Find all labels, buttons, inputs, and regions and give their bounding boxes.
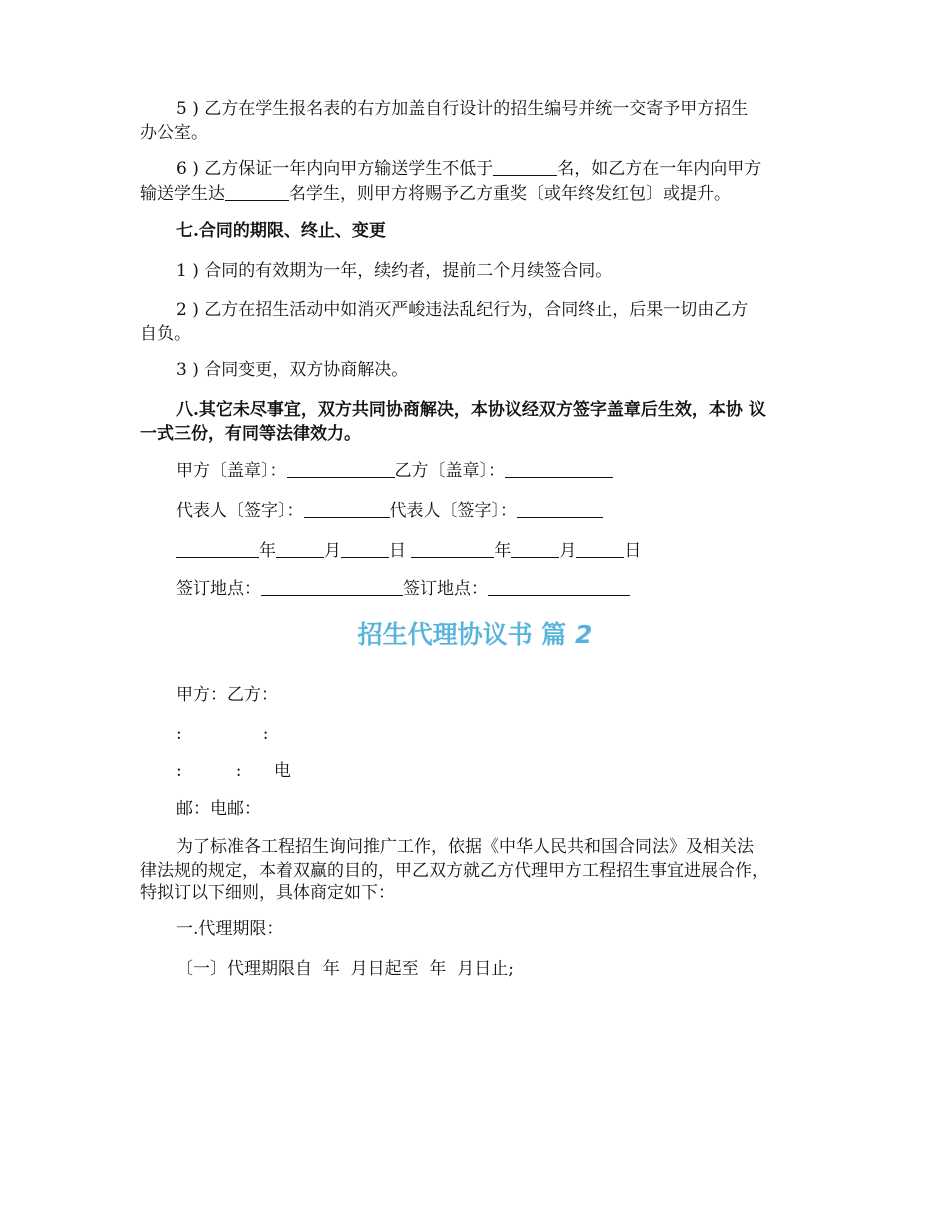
seal-line <box>176 458 816 484</box>
phone-colon-line: : : 电 <box>176 761 291 781</box>
party-a-seal-blank <box>287 459 395 478</box>
rep-a-blank <box>304 499 390 518</box>
place-a-blank <box>261 577 403 596</box>
term-1: 1 ) 合同的有效期为一年，续约者，提前二个月续签合同。 <box>176 261 613 281</box>
date-a-year-label: 年 <box>259 541 276 561</box>
date-a-day-label: 日 <box>389 541 406 561</box>
place-a-label: 签订地点： <box>176 579 261 599</box>
clause-6-text-d: 名学生，则甲方将赐予乙方重奖〔或年终发红包〕或提升。 <box>289 184 731 204</box>
clause-6-line1 <box>176 156 816 182</box>
term-2-line1: 2 ) 乙方在招生活动中如消灭严峻违法乱纪行为，合同终止，后果一切由乙方 <box>176 300 749 320</box>
agreement-title-number: 2 <box>575 620 593 649</box>
blank-bonus-students <box>225 182 289 201</box>
clause-6-text-a: 6 ) 乙方保证一年内向甲方输送学生不低于 <box>176 159 494 179</box>
date-a-year-blank <box>176 539 259 558</box>
date-a-month-label: 月 <box>324 541 341 561</box>
heading-7: 七.合同的期限、终止、变更 <box>176 221 386 241</box>
clause-5-line2: 办公室。 <box>140 123 208 143</box>
section-heading-1: 一.代理期限： <box>176 919 284 939</box>
party-b-seal-blank <box>505 459 613 478</box>
place-b-label: 签订地点： <box>403 579 488 599</box>
party-b-seal-label: 乙方〔盖章〕： <box>394 461 505 481</box>
date-b-year-label: 年 <box>494 541 512 561</box>
intro-line1: 为了标准各工程招生询问推广工作，依据《中华人民共和国合同法》及相关法 <box>176 837 754 857</box>
party-a-seal-label: 甲方〔盖章〕： <box>176 461 287 481</box>
rep-a-label: 代表人〔签字〕： <box>176 501 304 521</box>
place-b-blank <box>488 577 630 596</box>
term-2-line2: 自负。 <box>140 324 191 344</box>
date-line <box>176 538 816 564</box>
agreement-title <box>0 618 950 652</box>
rep-b-label: 代表人〔签字〕： <box>389 501 517 521</box>
agreement-title-text: 招生代理协议书 篇 <box>357 620 575 649</box>
term-3: 3 ) 合同变更，双方协商解决。 <box>176 360 409 380</box>
date-b-day-label: 日 <box>624 541 642 561</box>
blank-min-students <box>493 157 557 176</box>
heading-8-line1: 八.其它未尽事宜，双方共同协商解决，本协议经双方签字盖章后生效，本协 议 <box>176 400 766 420</box>
intro-line3: 特拟订以下细则，具体商定如下： <box>140 883 395 903</box>
date-b-day-blank <box>576 539 624 558</box>
agency-period-line: 〔一〕代理期限自 年 月日起至 年 月日止; <box>176 959 514 979</box>
rep-b-blank <box>517 499 603 518</box>
clause-5-line1: 5 ) 乙方在学生报名表的右方加盖自行设计的招生编号并统一交寄予甲方招生 <box>176 99 749 119</box>
clause-6-text-b: 名，如乙方在一年内向甲方 <box>557 159 762 179</box>
date-b-year-blank <box>411 539 494 558</box>
date-a-month-blank <box>276 539 324 558</box>
clause-6-line2 <box>140 181 820 207</box>
date-b-month-label: 月 <box>559 541 577 561</box>
email-line: 邮：电邮： <box>176 799 261 819</box>
address-colon-line: : : <box>176 724 269 744</box>
intro-line2: 律法规的规定，本着双赢的目的，甲乙双方就乙方代理甲方工程招生事宜进展合作， <box>140 861 769 881</box>
heading-8-line2: 一式三份，有同等法律效力。 <box>140 424 361 444</box>
place-line <box>176 576 816 602</box>
clause-6-text-c: 输送学生达 <box>140 184 225 204</box>
date-a-day-blank <box>341 539 389 558</box>
representative-line <box>176 498 816 524</box>
date-b-month-blank <box>511 539 559 558</box>
parties-line: 甲方：乙方： <box>176 685 278 705</box>
